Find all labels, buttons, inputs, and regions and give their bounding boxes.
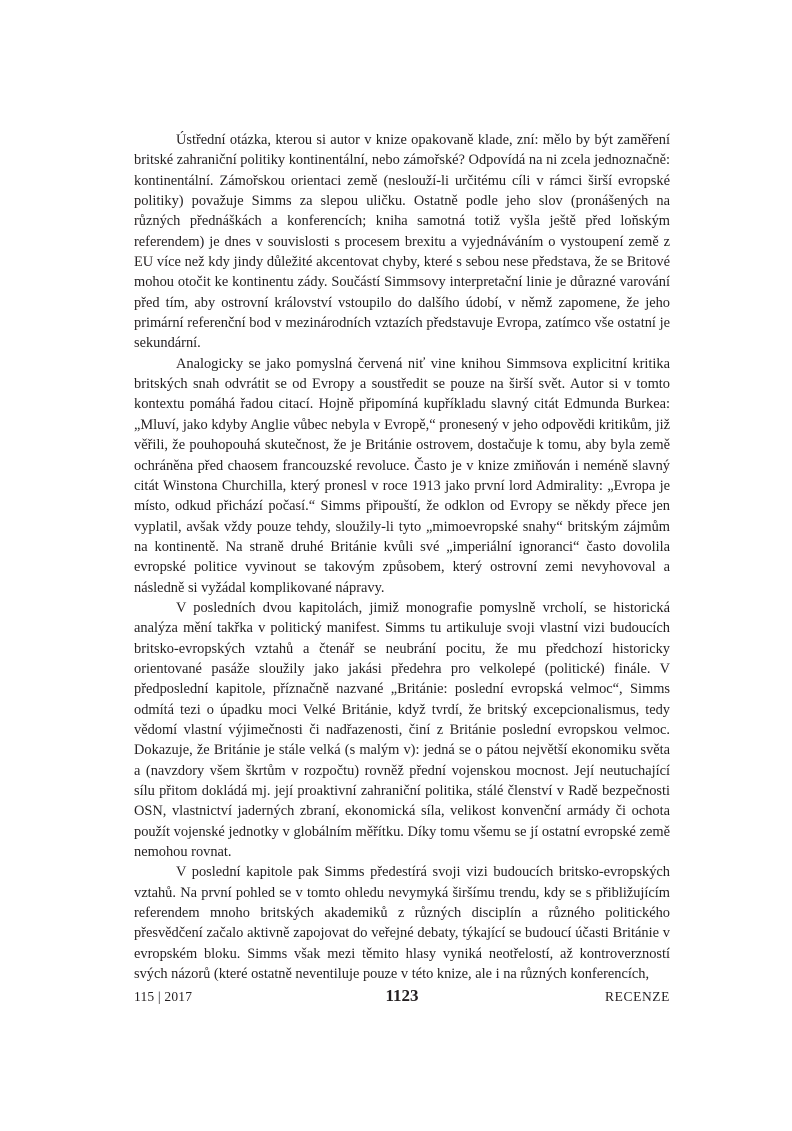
- page-number: 1123: [385, 986, 419, 1005]
- paragraph-4: V poslední kapitole pak Simms předestírá svoji vizi budoucích britsko-evropských vztahů. Na první pohled se v tomto ohledu nevymyká širšímu trendu, kdy se s přibližujícím referendem mnoho britských akademiků z různých disciplín a různého politického přesvědčení začalo aktivně zapojovat do veřejné debaty, týkající se budoucí účasti Británie v evropském bloku. Simms však mezi těmito hlasy vyniká neotřelostí, až kontroverzností svých názorů (které ostatně neventiluje pouze v této knize, ale i na různých konferencích,: [134, 864, 670, 983]
- paragraph-1: Ústřední otázka, kterou si autor v knize opakovaně klade, zní: mělo by být zaměření britské zahraniční politiky kontinentální, nebo zámořské? Odpovídá na ni zcela jednoznačně: kontinentální. Zámořskou orientaci země (neslouží-li určitému cíli v rámci širší evropské politiky) považuje Simms za slepou uličku. Ostatně podle jeho slov (pronášených na různých přednáškách a konferencích; kniha samotná totiž vyšla ještě před loňským referendem) je dnes v souvislosti s procesem brexitu a vyjednáváním o vystoupení země z EU více než kdy jindy důležité akcentovat chyby, které s sebou nese představa, že se Britové mohou otočit ke kontinentu zády. Součástí Simmsovy interpretační linie je důrazné varování před tím, aby ostrovní království vstoupilo do dalšího údobí, v němž zapomene, že jeho primární referenční bod v mezinárodních vztazích představuje Evropa, zatímco vše ostatní je sekundární.: [134, 132, 670, 352]
- section-label: RECENZE: [605, 989, 670, 1004]
- paragraph-2: Analogicky se jako pomyslná červená niť vine knihou Simmsova explicitní kritika britských snah odvrátit se od Evropy a soustředit se pouze na širší svět. Autor si v tomto kontextu pomáhá řadou citací. Hojně připomíná kupříkladu slavný citát Edmunda Burkea: „Mluví, jako kdyby Anglie vůbec nebyla v Evropě,“ pronesený v jeho odpovědi kritikům, již věřili, že pouhopouhá skutečnost, že je Británie ostrovem, dostačuje k tomu, aby byla země ochráněna před chaosem francouzské revoluce. Často je v knize zmiňován i neméně slavný citát Winstona Churchilla, který pronesl v roce 1913 jako první lord Admirality: „Evropa je místo, odkud přichází počasí.“ Simms připouští, že odklon od Evropy se někdy přece jen vyplatil, avšak vždy pouze tehdy, sloužily-li tyto „mimoevropské snahy“ britským zájmům na kontinentě. Na straně druhé Británie kvůli své „imperiální ignoranci“ často dovolila evropské politice vyvinout se takovým způsobem, který ostrovní zemi nevyhovoval a následně si vyžádal komplikované nápravy.: [134, 355, 670, 596]
- paragraph-3: V posledních dvou kapitolách, jimiž monografie pomyslně vrcholí, se historická analýza mění takřka v politický manifest. Simms tu artikuluje svoji vlastní vizi budoucích britsko-evropských vztahů a čtenář se neubrání pocitu, že mu předchozí historicky orientované pasáže sloužily jako jakási předehra pro velkolepé (politické) finále. V předposlední kapitole, příznačně nazvané „Británie: poslední evropská velmoc“, Simms odmítá tezi o úpadku moci Velké Británie, když tvrdí, že britský excepcionalismus, tedy vědomí vlastní výjimečnosti či nadřazenosti, činí z Británie poslední evropskou velmoc. Dokazuje, že Británie je stále velká (s malým v): jedná se o pátou největší ekonomiku světa a (navzdory všem škrtům v rozpočtu) rovněž přední vojenskou mocnost. Její neutuchající sílu přitom dokládá mj. její proaktivní zahraniční politika, stálé členství v Radě bezpečnosti OSN, vlastnictví jaderných zbraní, ekonomická síla, velikost konvenční armády či ochota použít vojenské jednotky v globálním měřítku. Díky tomu všemu se jí ostatní evropské země nemohou rovnat.: [134, 599, 670, 861]
- article-body: [134, 130, 670, 984]
- page-footer: [134, 986, 670, 1008]
- issue-label: 115 | 2017: [134, 989, 193, 1004]
